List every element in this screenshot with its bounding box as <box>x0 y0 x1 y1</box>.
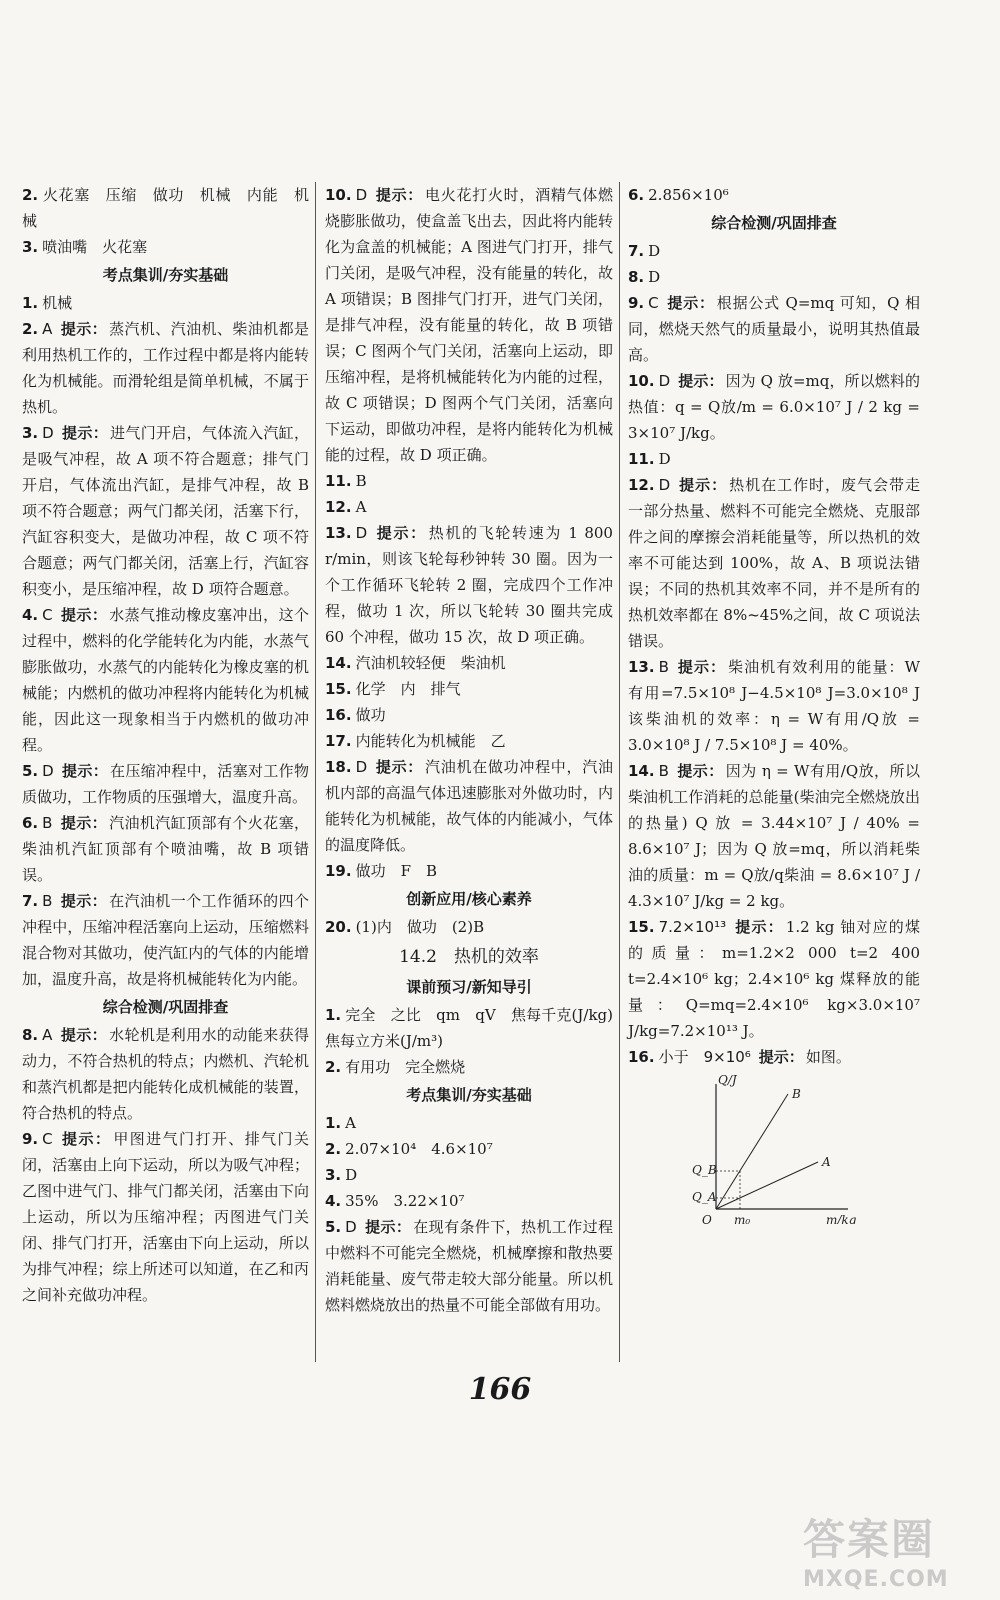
answer-text: 做功 F B <box>355 862 438 880</box>
answer-item <box>325 468 613 494</box>
section-heading: 课前预习/新知导引 <box>406 978 532 996</box>
answer-text: D <box>658 450 671 468</box>
column-divider <box>619 182 620 1362</box>
hint-label: 提示： <box>758 1048 804 1066</box>
answer-text: 35% 3.22×10⁷ <box>345 1192 465 1210</box>
answer-item <box>325 1188 613 1214</box>
answer-text: 蒸汽机、汽油机、柴油机都是利用热机工作的，工作过程中都是将内能转化为机械能。而滑轮组是简单机械，不属于热机。 <box>22 320 309 416</box>
answer-choice: A <box>42 320 53 338</box>
answer-item <box>325 914 613 940</box>
hint-label: 提示： <box>678 372 724 390</box>
answer-item <box>22 420 309 602</box>
watermark-url: MXQE.COM <box>803 1567 949 1592</box>
question-number: 4. <box>22 606 39 624</box>
hint-label: 提示： <box>666 294 715 312</box>
column-middle <box>325 182 629 1318</box>
hint-label: 提示： <box>375 524 427 542</box>
answer-item <box>325 1162 613 1188</box>
question-number: 9. <box>628 294 645 312</box>
answer-text: 因为 Q 放=mq，所以燃料的热值：q = Q放/m = 6.0×10⁷ J / 2 kg = 3×10⁷ J/kg。 <box>628 372 920 442</box>
answer-item <box>325 182 613 468</box>
answer-item <box>628 182 920 208</box>
qb-label: Q_B <box>692 1163 717 1177</box>
line-b-label: B <box>792 1087 801 1101</box>
question-number: 7. <box>22 892 39 910</box>
answer-text: 有用功 完全燃烧 <box>345 1058 466 1076</box>
answer-choice: A <box>42 1026 53 1044</box>
page-number: 166 <box>468 1372 532 1407</box>
answer-text: 甲图进气门打开、排气门关闭，活塞由上向下运动，所以为吸气冲程；乙图中进气门、排气门都关闭，活塞由下向上运动，所以为压缩冲程；丙图进气门关闭、排气门打开，活塞由下向上运动，所以为排气冲程；综上所述可以知道，在乙和丙之间补充做功冲程。 <box>22 1130 309 1304</box>
section-heading: 考点集训/夯实基础 <box>102 266 229 284</box>
answer-text: 在汽油机一个工作循环的四个冲程中，压缩冲程活塞向上运动，压缩燃料混合物对其做功，使汽缸内的气体的内能增加，温度升高，故是将机械能转化为内能。 <box>22 892 309 988</box>
hint-label: 提示： <box>61 424 109 442</box>
answer-choice: D <box>345 1218 357 1236</box>
answer-text: 汽油机较轻便 柴油机 <box>355 654 506 672</box>
answer-text: 水轮机是利用水的动能来获得动力，不符合热机的特点；内燃机、汽轮机和蒸汽机都是把内能转化成机械能的装置，符合热机的特点。 <box>22 1026 309 1122</box>
answer-text: 汽油机汽缸顶部有个火花塞，柴油机汽缸顶部有个喷油嘴，故 B 项错误。 <box>22 814 309 884</box>
answer-item <box>325 520 613 650</box>
answer-choice: C <box>42 1130 53 1148</box>
column-right <box>628 182 936 1232</box>
answer-item <box>628 914 920 1044</box>
hint-label: 提示： <box>60 1130 112 1148</box>
question-number: 2. <box>22 186 39 204</box>
answer-choice: 小于 9×10⁶ <box>658 1048 751 1066</box>
answer-choice: D <box>355 758 368 776</box>
answer-choice: D <box>658 476 671 494</box>
question-number: 16. <box>628 1048 655 1066</box>
question-number: 15. <box>628 918 655 936</box>
question-number: 10. <box>628 372 655 390</box>
answer-choice: D <box>355 524 368 542</box>
answer-item <box>325 650 613 676</box>
answer-text: 热机在工作时，废气会带走一部分热量、燃料不可能完全燃烧、克服部件之间的摩擦会消耗能量等，所以热机的效率不可能达到 100%，故 A、B 项说法错误；不同的热机其效率不同，并不是所有的热机效率都在 8%~45%之间，故 C 项说法错误。 <box>628 476 920 650</box>
question-number: 2. <box>22 320 39 338</box>
answer-text: 1.2 kg 铀对应的煤的质量：m=1.2×2 000 t=2 400 t=2.4×10⁶ kg；2.4×10⁶ kg 煤释放的能量：Q=mq=2.4×10⁶ kg×3.0×10⁷ J/kg=7.2×10¹³ J。 <box>628 918 920 1040</box>
answer-text: 根据公式 Q=mq 可知，Q 相同，燃烧天然气的质量最小，说明其热值最高。 <box>628 294 920 364</box>
answer-text: (1)内 做功 (2)B <box>355 918 485 936</box>
question-number: 18. <box>325 758 352 776</box>
question-number: 7. <box>628 242 645 260</box>
question-number: 5. <box>22 762 39 780</box>
question-number: 15. <box>325 680 352 698</box>
answer-item <box>22 1022 309 1126</box>
hint-label: 提示： <box>60 814 108 832</box>
answer-item <box>628 472 920 654</box>
answer-text: B <box>355 472 367 490</box>
answer-text: 机械 <box>42 294 73 312</box>
answer-item <box>22 602 309 758</box>
qa-label: Q_A <box>692 1190 717 1204</box>
question-number: 8. <box>628 268 645 286</box>
question-number: 11. <box>628 450 655 468</box>
column-divider <box>315 182 316 1362</box>
answer-item <box>22 888 309 992</box>
question-number: 14. <box>325 654 352 672</box>
answer-item <box>325 1110 613 1136</box>
answer-item <box>325 494 613 520</box>
question-number: 19. <box>325 862 352 880</box>
hint-label: 提示： <box>60 606 108 624</box>
answer-choice: D <box>658 372 671 390</box>
answer-choice: B <box>658 658 669 676</box>
answer-text: 柴油机有效利用的能量：W 有用=7.5×10⁸ J−4.5×10⁸ J=3.0×10⁸ J 该柴油机的效率：η = W有用/Q放 = 3.0×10⁸ J / 7.5×10⁸ J = 40%。 <box>628 658 936 754</box>
question-number: 12. <box>325 498 352 516</box>
question-number: 9. <box>22 1130 39 1148</box>
section-heading: 综合检测/巩固排查 <box>711 214 837 232</box>
hint-label: 提示： <box>60 892 108 910</box>
answer-choice: D <box>42 424 54 442</box>
line-b <box>716 1094 788 1209</box>
question-number: 5. <box>325 1218 342 1236</box>
answer-text: 2.856×10⁶ <box>648 186 729 204</box>
answer-text: 在现有条件下，热机工作过程中燃料不可能完全燃烧，机械摩擦和散热要消耗能量、废气带走较大部分能量。所以机燃料燃烧放出的热量不可能全部做有用功。 <box>325 1218 613 1314</box>
answer-item <box>628 238 920 264</box>
answer-choice: 7.2×10¹³ <box>658 918 727 936</box>
answer-text: 进气门开启，气体流入汽缸，是吸气冲程，故 A 项不符合题意；排气门开启，气体流出汽缸，是排气冲程，故 B 项不符合题意；两气门都关闭，活塞下行，汽缸容积变大，是做功冲程，故 C 项不符合题意；两气门都关闭，活塞上行，汽缸容积变小，是压缩冲程，故 D 项符合题意。 <box>22 424 309 598</box>
answer-choice: D <box>42 762 54 780</box>
hint-label: 提示： <box>678 476 728 494</box>
answer-item <box>628 290 920 368</box>
question-number: 16. <box>325 706 352 724</box>
x-axis-label: m/kg <box>826 1213 857 1224</box>
answer-text: 因为 η = W有用/Q放，所以柴油机工作消耗的总能量(柴油完全燃烧放出的热量) Q 放 = 3.44×10⁷ J / 40% = 8.6×10⁷ J；因为 Q 放=mq，所以消耗柴油的质量：m = Q放/q柴油 = 8.6×10⁷ J / 4.3×10⁷ J/kg = 2 kg。 <box>628 762 920 910</box>
question-number: 6. <box>22 814 39 832</box>
line-a-label: A <box>822 1155 831 1169</box>
watermark-title: 答案圈 <box>803 1515 936 1564</box>
hint-label: 提示： <box>60 320 108 338</box>
question-number: 3. <box>22 424 39 442</box>
question-number: 3. <box>325 1166 342 1184</box>
answer-text: 喷油嘴 火花塞 <box>42 238 148 256</box>
question-number: 20. <box>325 918 352 936</box>
hint-label: 提示： <box>375 758 424 776</box>
question-number: 1. <box>22 294 39 312</box>
answer-item <box>22 290 309 316</box>
question-number: 13. <box>628 658 655 676</box>
answer-choice: C <box>648 294 659 312</box>
answer-item <box>22 810 309 888</box>
answer-choice: B <box>42 892 53 910</box>
answer-text: 如图。 <box>805 1048 851 1066</box>
answer-item <box>628 368 920 446</box>
answer-text: D <box>648 268 661 286</box>
question-number: 1. <box>325 1006 342 1024</box>
answer-text: 做功 <box>355 706 386 724</box>
answer-item <box>628 758 920 914</box>
answer-item <box>325 1054 613 1080</box>
question-number: 17. <box>325 732 352 750</box>
origin-label: O <box>702 1213 712 1224</box>
y-axis-label: Q/J <box>718 1074 737 1087</box>
m0-label: m₀ <box>734 1213 751 1224</box>
question-number: 2. <box>325 1058 342 1076</box>
section-heading: 创新应用/核心素养 <box>406 890 532 908</box>
question-number: 8. <box>22 1026 39 1044</box>
hint-label: 提示： <box>364 1218 412 1236</box>
question-number: 14. <box>628 762 655 780</box>
answer-text: 内能转化为机械能 乙 <box>355 732 506 750</box>
question-number: 1. <box>325 1114 342 1132</box>
answer-text: 在压缩冲程中，活塞对工作物质做功，工作物质的压强增大，温度升高。 <box>22 762 309 806</box>
answer-text: 完全 之比 qm qV 焦每千克(J/kg) 焦每立方米(J/m³) <box>325 1006 629 1050</box>
hint-label: 提示： <box>61 762 109 780</box>
question-number: 4. <box>325 1192 342 1210</box>
answer-text: 电火花打火时，酒精气体燃烧膨胀做功，使盒盖飞出去，因此将内能转化为盒盖的机械能；A 图进气门打开，排气门关闭，是吸气冲程，没有能量的转化，故 A 项错误；B 图排气门打开，进气门关闭，是排气冲程，没有能量的转化，故 B 项错误；C 图两个气门关闭，活塞向上运动，即压缩冲程，是将机械能转化为内能的过程，故 C 项错误；D 图两个气门关闭，活塞向下运动，即做功冲程，是将内能转化为机械能的过程，故 D 项正确。 <box>325 186 613 464</box>
question-number: 10. <box>325 186 352 204</box>
answer-text: D <box>648 242 661 260</box>
question-number: 2. <box>325 1140 342 1158</box>
q-m-graph <box>688 1074 858 1224</box>
section-heading: 综合检测/巩固排查 <box>102 998 229 1016</box>
question-number: 11. <box>325 472 352 490</box>
question-number: 3. <box>22 238 39 256</box>
answer-item <box>325 858 613 884</box>
answer-choice: B <box>42 814 53 832</box>
answer-text: D <box>345 1166 358 1184</box>
watermark-logo <box>803 1507 978 1592</box>
answer-item <box>628 1044 920 1070</box>
answer-item <box>628 654 936 758</box>
answer-text: A <box>345 1114 356 1132</box>
answer-text: 水蒸气推动橡皮塞冲出，这个过程中，燃料的化学能转化为内能，水蒸气膨胀做功，水蒸气的内能转化为橡皮塞的机械能；内燃机的做功冲程将内能转化为机械能，因此这一现象相当于内燃机的做功冲程。 <box>22 606 309 754</box>
answer-item <box>628 264 920 290</box>
answer-item <box>325 754 613 858</box>
question-number: 12. <box>628 476 655 494</box>
answer-item <box>22 182 309 234</box>
answer-item <box>325 702 613 728</box>
answer-item <box>325 728 613 754</box>
answer-item <box>325 1214 613 1318</box>
answer-text: 化学 内 排气 <box>355 680 461 698</box>
answer-text: 汽油机在做功冲程中，汽油机内部的高温气体迅速膨胀对外做功时，内能转化为机械能，故气体的内能减小，气体的温度降低。 <box>325 758 613 854</box>
answer-choice: D <box>355 186 368 204</box>
answer-text: 火花塞 压缩 做功 机械 内能 机械 <box>22 186 309 230</box>
hint-label: 提示： <box>734 918 784 936</box>
answer-text: 2.07×10⁴ 4.6×10⁷ <box>345 1140 493 1158</box>
hint-label: 提示： <box>375 186 424 204</box>
answer-item <box>325 1002 629 1054</box>
answer-choice: B <box>658 762 669 780</box>
answer-item <box>22 234 309 260</box>
answer-text: A <box>355 498 367 516</box>
answer-text: 热机的飞轮转速为 1 800 r/min，则该飞轮每秒钟转 30 圈。因为一个工作循环飞轮转 2 圈，完成四个工作冲程，做功 1 次，所以飞轮转 30 圈共完成 60 个冲程，做功 15 次，故 D 项正确。 <box>325 524 613 646</box>
question-number: 6. <box>628 186 645 204</box>
answer-item <box>22 758 309 810</box>
hint-label: 提示： <box>676 658 727 676</box>
column-left <box>22 182 309 1308</box>
section-heading: 考点集训/夯实基础 <box>406 1086 532 1104</box>
answer-choice: C <box>42 606 53 624</box>
answer-item <box>628 446 920 472</box>
hint-label: 提示： <box>60 1026 108 1044</box>
answer-item <box>22 316 309 420</box>
hint-label: 提示： <box>676 762 724 780</box>
answer-item <box>325 676 613 702</box>
answer-item <box>22 1126 309 1308</box>
answer-item <box>325 1136 613 1162</box>
question-number: 13. <box>325 524 352 542</box>
lesson-title: 14.2 热机的效率 <box>399 947 539 967</box>
